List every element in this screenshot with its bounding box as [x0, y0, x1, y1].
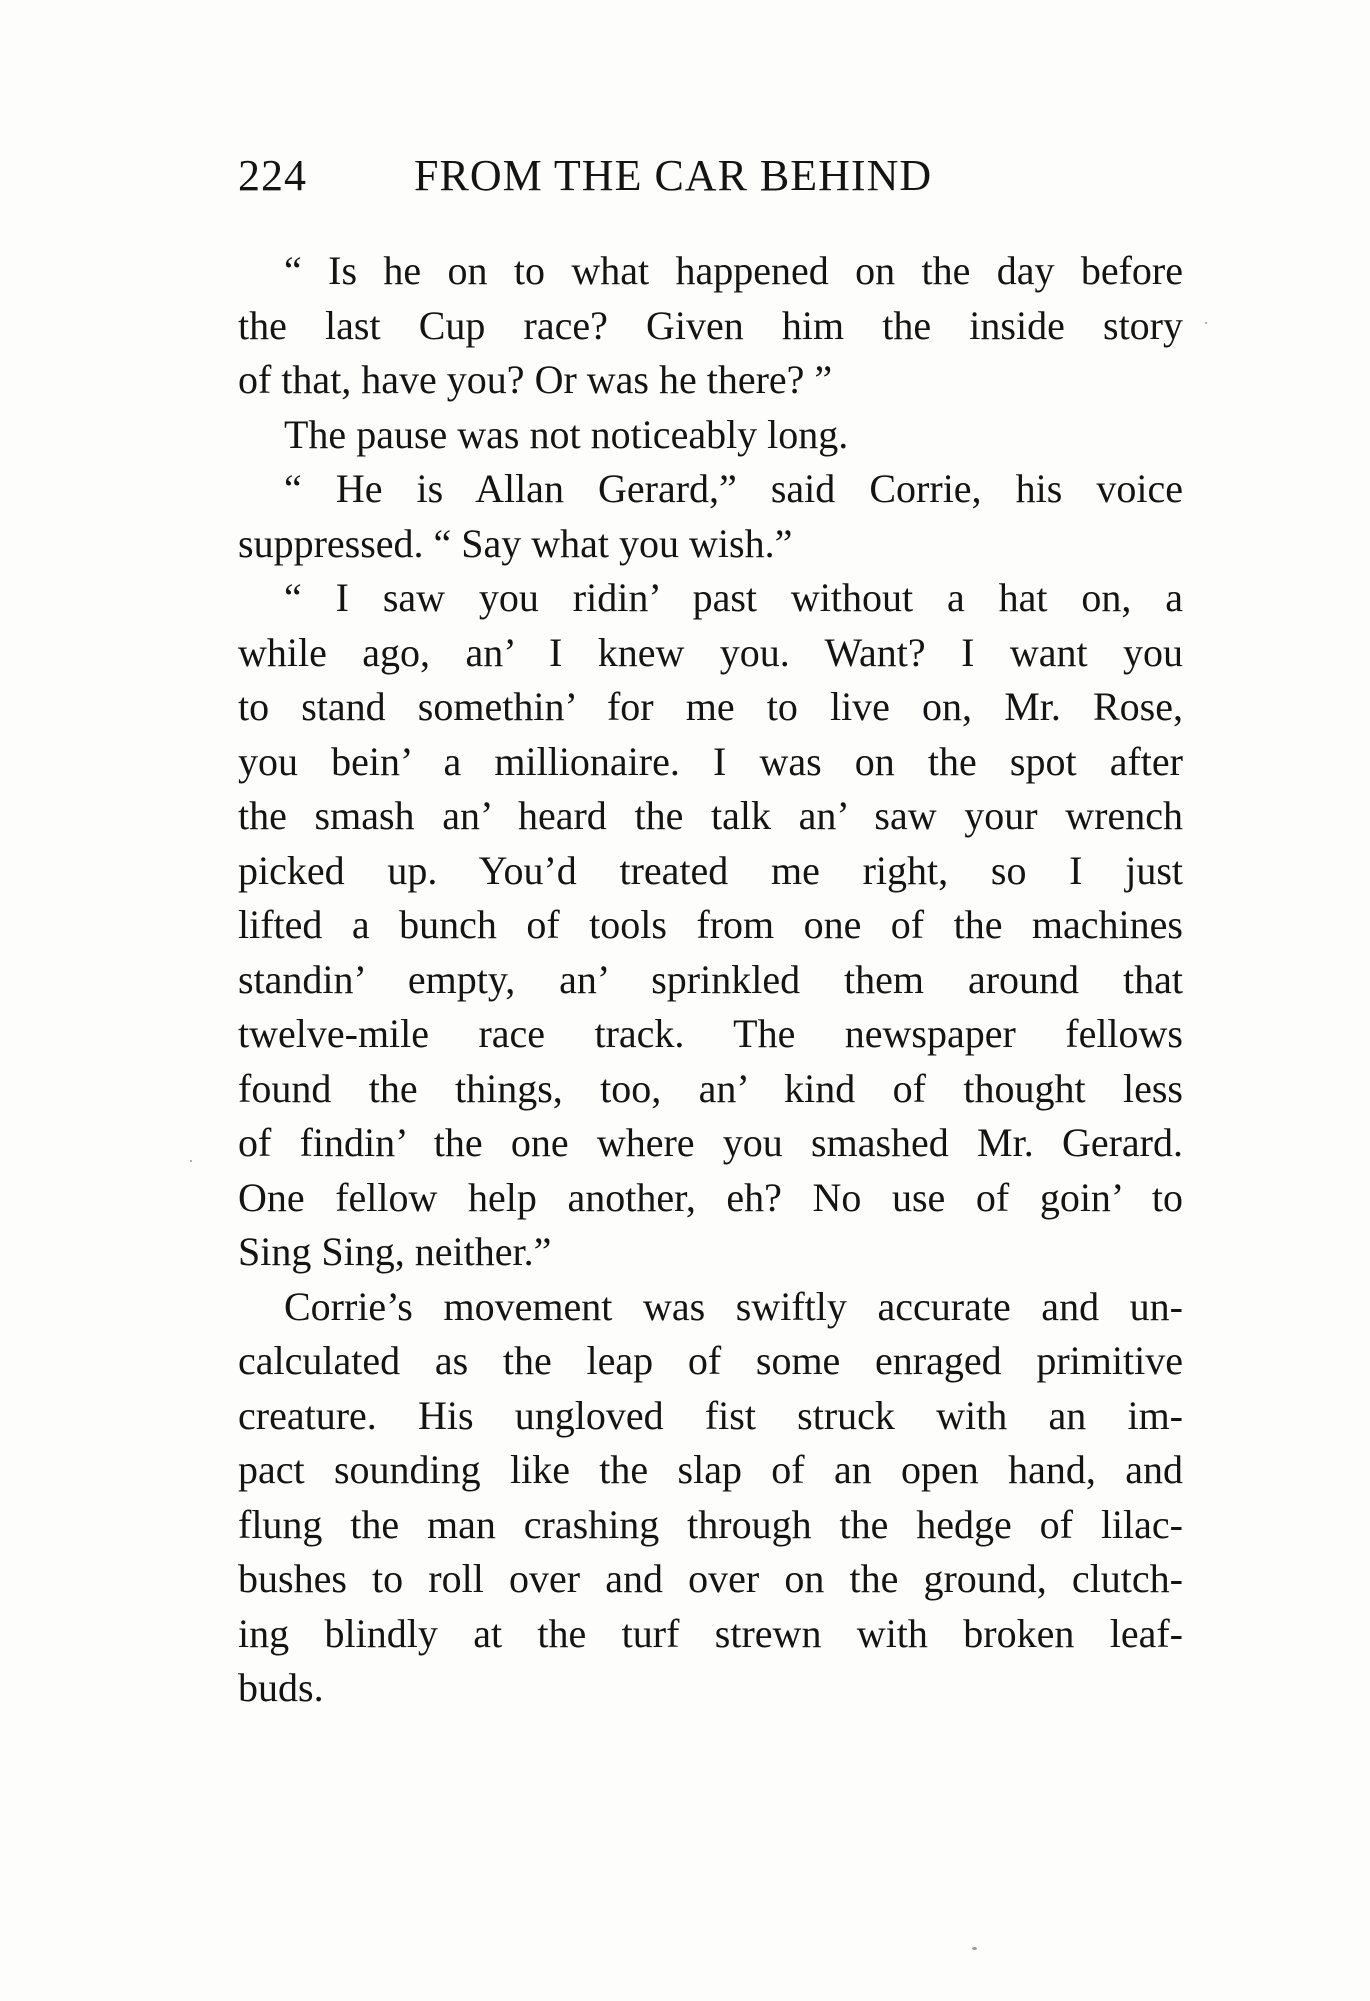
text-line: while ago, an’ I knew you. Want? I want you	[238, 629, 1183, 675]
text-line: suppressed. “ Say what you wish.”	[238, 520, 793, 566]
text-line: bushes to roll over and over on the ground, clutch-	[238, 1556, 1183, 1601]
text-line: of findin’ the one where you smashed Mr. Gerard.	[238, 1120, 1183, 1165]
text-line: of that, have you? Or was he there? ”	[238, 357, 833, 402]
text-line: lifted a bunch of tools from one of the machines	[238, 902, 1183, 947]
text-line: Sing Sing, neither.”	[238, 1229, 552, 1274]
text-line: creature. His ungloved fist struck with an im-	[238, 1392, 1183, 1438]
text-line: The pause was not noticeably long.	[284, 411, 849, 457]
text-line: “ I saw you ridin’ past without a hat on, a	[284, 575, 1183, 620]
text-line: “ Is he on to what happened on the day before	[284, 248, 1183, 293]
text-line: to stand somethin’ for me to live on, Mr. Rose,	[238, 684, 1183, 729]
text-line: flung the man crashing through the hedge of lilac-	[238, 1501, 1183, 1547]
text-line: standin’ empty, an’ sprinkled them around that	[238, 956, 1183, 1002]
text-line: “ He is Allan Gerard,” said Corrie, his voice	[284, 466, 1183, 511]
running-head	[238, 150, 1238, 210]
text-line: found the things, too, an’ kind of thought less	[238, 1065, 1183, 1111]
text-line: the smash an’ heard the talk an’ saw your wrench	[238, 793, 1183, 838]
running-title: FROM THE CAR BEHIND	[414, 151, 933, 200]
text-line: Corrie’s movement was swiftly accurate and un-	[284, 1283, 1183, 1329]
text-line: ing blindly at the turf strewn with broken leaf-	[238, 1610, 1183, 1656]
text-line: buds.	[238, 1665, 324, 1710]
page-number: 224	[238, 151, 307, 200]
text-line: you bein’ a millionaire. I was on the spot after	[238, 738, 1183, 784]
body-text	[238, 244, 1183, 1716]
text-line: calculated as the leap of some enraged primitive	[238, 1338, 1183, 1383]
paper-speck	[190, 1160, 192, 1162]
text-line: twelve-mile race track. The newspaper fellows	[238, 1011, 1183, 1056]
paper-speck	[972, 1947, 977, 1950]
text-line: the last Cup race? Given him the inside story	[238, 302, 1183, 348]
text-line: One fellow help another, eh? No use of goin’ to	[238, 1174, 1183, 1220]
text-line: picked up. You’d treated me right, so I just	[238, 847, 1183, 893]
text-line: pact sounding like the slap of an open hand, and	[238, 1447, 1183, 1492]
paper-speck	[1205, 322, 1207, 324]
